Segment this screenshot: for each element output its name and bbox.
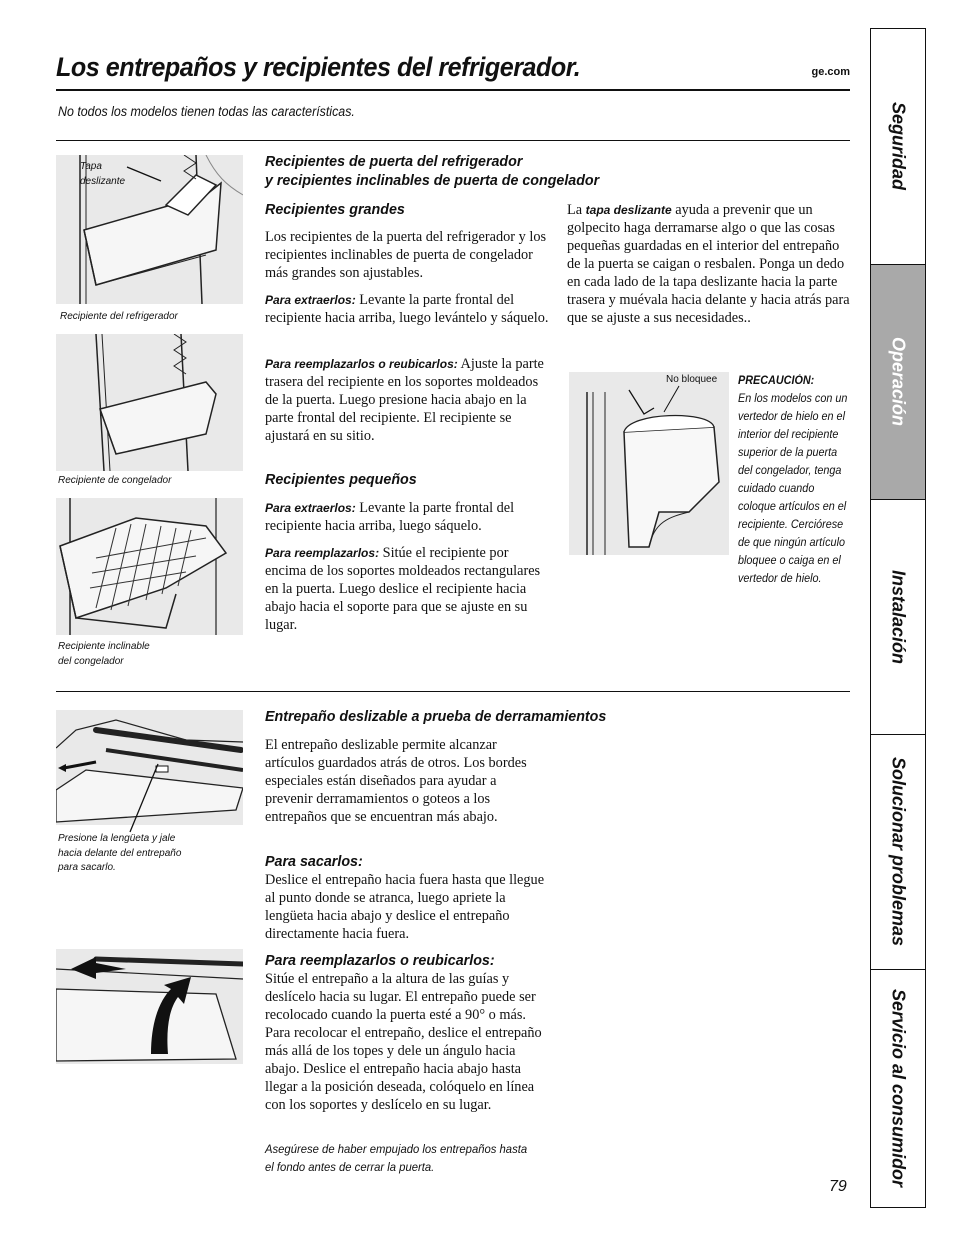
site-url: ge.com (811, 66, 850, 78)
remove-shelf-lead: Para sacarlos: (265, 854, 363, 870)
caption-slide-shelf: Presione la lengüeta y jale hacia delante del entrepaño para sacarlo. (58, 833, 182, 873)
tapa-label: Tapa deslizante (80, 161, 126, 187)
replace-shelf-lead: Para reemplazarlos o reubicarlos: (265, 953, 495, 969)
freezer-bin-illustration (56, 334, 243, 471)
sliding-lid-paragraph: La tapa deslizante ayuda a prevenir que un golpecito haga derramarse algo o que las cosas pequeñas guardadas en el interior del entrepaño de la puerta se caigan o resbalen. Ponga un dedo en cada lado de la tapa deslizante hacia la parte trasera y muévala hacia delante y hacia atrás para que se ajuste a sus necesidades.. (567, 202, 850, 326)
freezer-tilt-bin-illustration (56, 498, 243, 635)
no-block-label: No bloquee (666, 374, 718, 385)
tab-instalacion[interactable]: Instalación (871, 500, 925, 735)
ice-dispenser-bin-illustration (569, 372, 729, 555)
models-note: No todos los modelos tienen todas las características. (58, 104, 355, 119)
tab-seguridad[interactable]: Seguridad (871, 29, 925, 265)
subheading-small-bins: Recipientes pequeños (265, 472, 417, 488)
sliding-shelf-paragraph: El entrepaño deslizable permite alcanzar artículos guardados atrás de otros. Los bordes especiales están diseñados para ayudar a prevenir derramamientos o goteos a los entrepaños que se encuentran más abajo. (265, 737, 527, 825)
subheading-large-bins: Recipientes grandes (265, 202, 405, 218)
tab-pointer (120, 760, 170, 835)
caution-title: PRECAUCIÓN: (738, 375, 815, 387)
section-divider (56, 140, 850, 141)
caution-text: En los modelos con un vertedor de hielo en el interior del recipiente superior de la puerta del congelador, tenga cuidado cuando coloque artículos en el recipiente. Cerciórese de que ningún artículo bloquee o caiga en el vertedor de hielo. (738, 393, 848, 585)
page-number: 79 (829, 1178, 847, 1195)
tapa-pointer (125, 163, 165, 185)
caption-refrigerator-bin: Recipiente del refrigerador (60, 311, 178, 322)
caption-freezer-tilt-bin: Recipiente inclinable del congelador (58, 641, 150, 667)
large-bins-remove: Para extraerlos: Levante la parte frontal del recipiente hacia arriba, luego levántelo y sáquelo. (265, 292, 549, 326)
replace-shelf-text: Sitúe el entrepaño a la altura de las guías y deslícelo hacia su lugar. El entrepaño puede ser recolocado cuando la puerta esté a 90° o más. Para recolocar el entrepaño, deslice el entrepaño más allá de los topes y dele un ángulo hacia abajo. Deslice el entrepaño hacia abajo hasta llegar a la posición deseada, colóquelo en línea con los soportes y deslícelo en su lugar. (265, 971, 542, 1113)
section-heading-sliding-shelf: Entrepaño deslizable a prueba de derramamientos (265, 708, 607, 725)
section-sidebar (870, 28, 926, 1208)
page-title: Los entrepaños y recipientes del refrigerador. (56, 52, 581, 82)
small-bins-replace: Para reemplazarlos: Sitúe el recipiente por encima de los soportes moldeados rectangulares en la puerta. Luego deslice el recipiente hacia abajo hacia el soporte para que se ajuste en su lugar. (265, 545, 541, 633)
small-bins-remove: Para extraerlos: Levante la parte frontal del recipiente hacia arriba, luego sáquelo. (265, 500, 515, 534)
tab-solucionar-problemas[interactable]: Solucionar problemas (871, 735, 925, 970)
caution-note (738, 372, 851, 588)
tab-operacion[interactable]: Operación (871, 265, 925, 500)
closing-note: Asegúrese de haber empujado los entrepaños hasta el fondo antes de cerrar la puerta. (265, 1142, 528, 1174)
title-rule (56, 89, 850, 91)
section-divider-2 (56, 691, 850, 692)
replace-shelf-illustration (56, 949, 243, 1064)
large-bins-replace: Para reemplazarlos o reubicarlos: Ajuste la parte trasera del recipiente en los soportes moldeados de la puerta. Luego presione hacia abajo en la parte frontal del recipiente. El recipiente se ajustará en su sitio. (265, 356, 544, 444)
caption-freezer-bin: Recipiente de congelador (58, 475, 172, 486)
tab-servicio-al-consumidor[interactable]: Servicio al consumidor (888, 988, 909, 1188)
large-bins-paragraph: Los recipientes de la puerta del refrigerador y los recipientes inclinables de puerta de congelador más grandes son ajustables. (265, 229, 547, 281)
remove-shelf-text: Deslice el entrepaño hacia fuera hasta que llegue al punto donde se atranca, luego apriete la lengüeta hacia abajo y deslice el entrepaño directamente hacia fuera. (265, 872, 545, 942)
section-heading-door-bins: Recipientes de puerta del refrigerador y recipientes inclinables de puerta de congelador (265, 153, 600, 189)
